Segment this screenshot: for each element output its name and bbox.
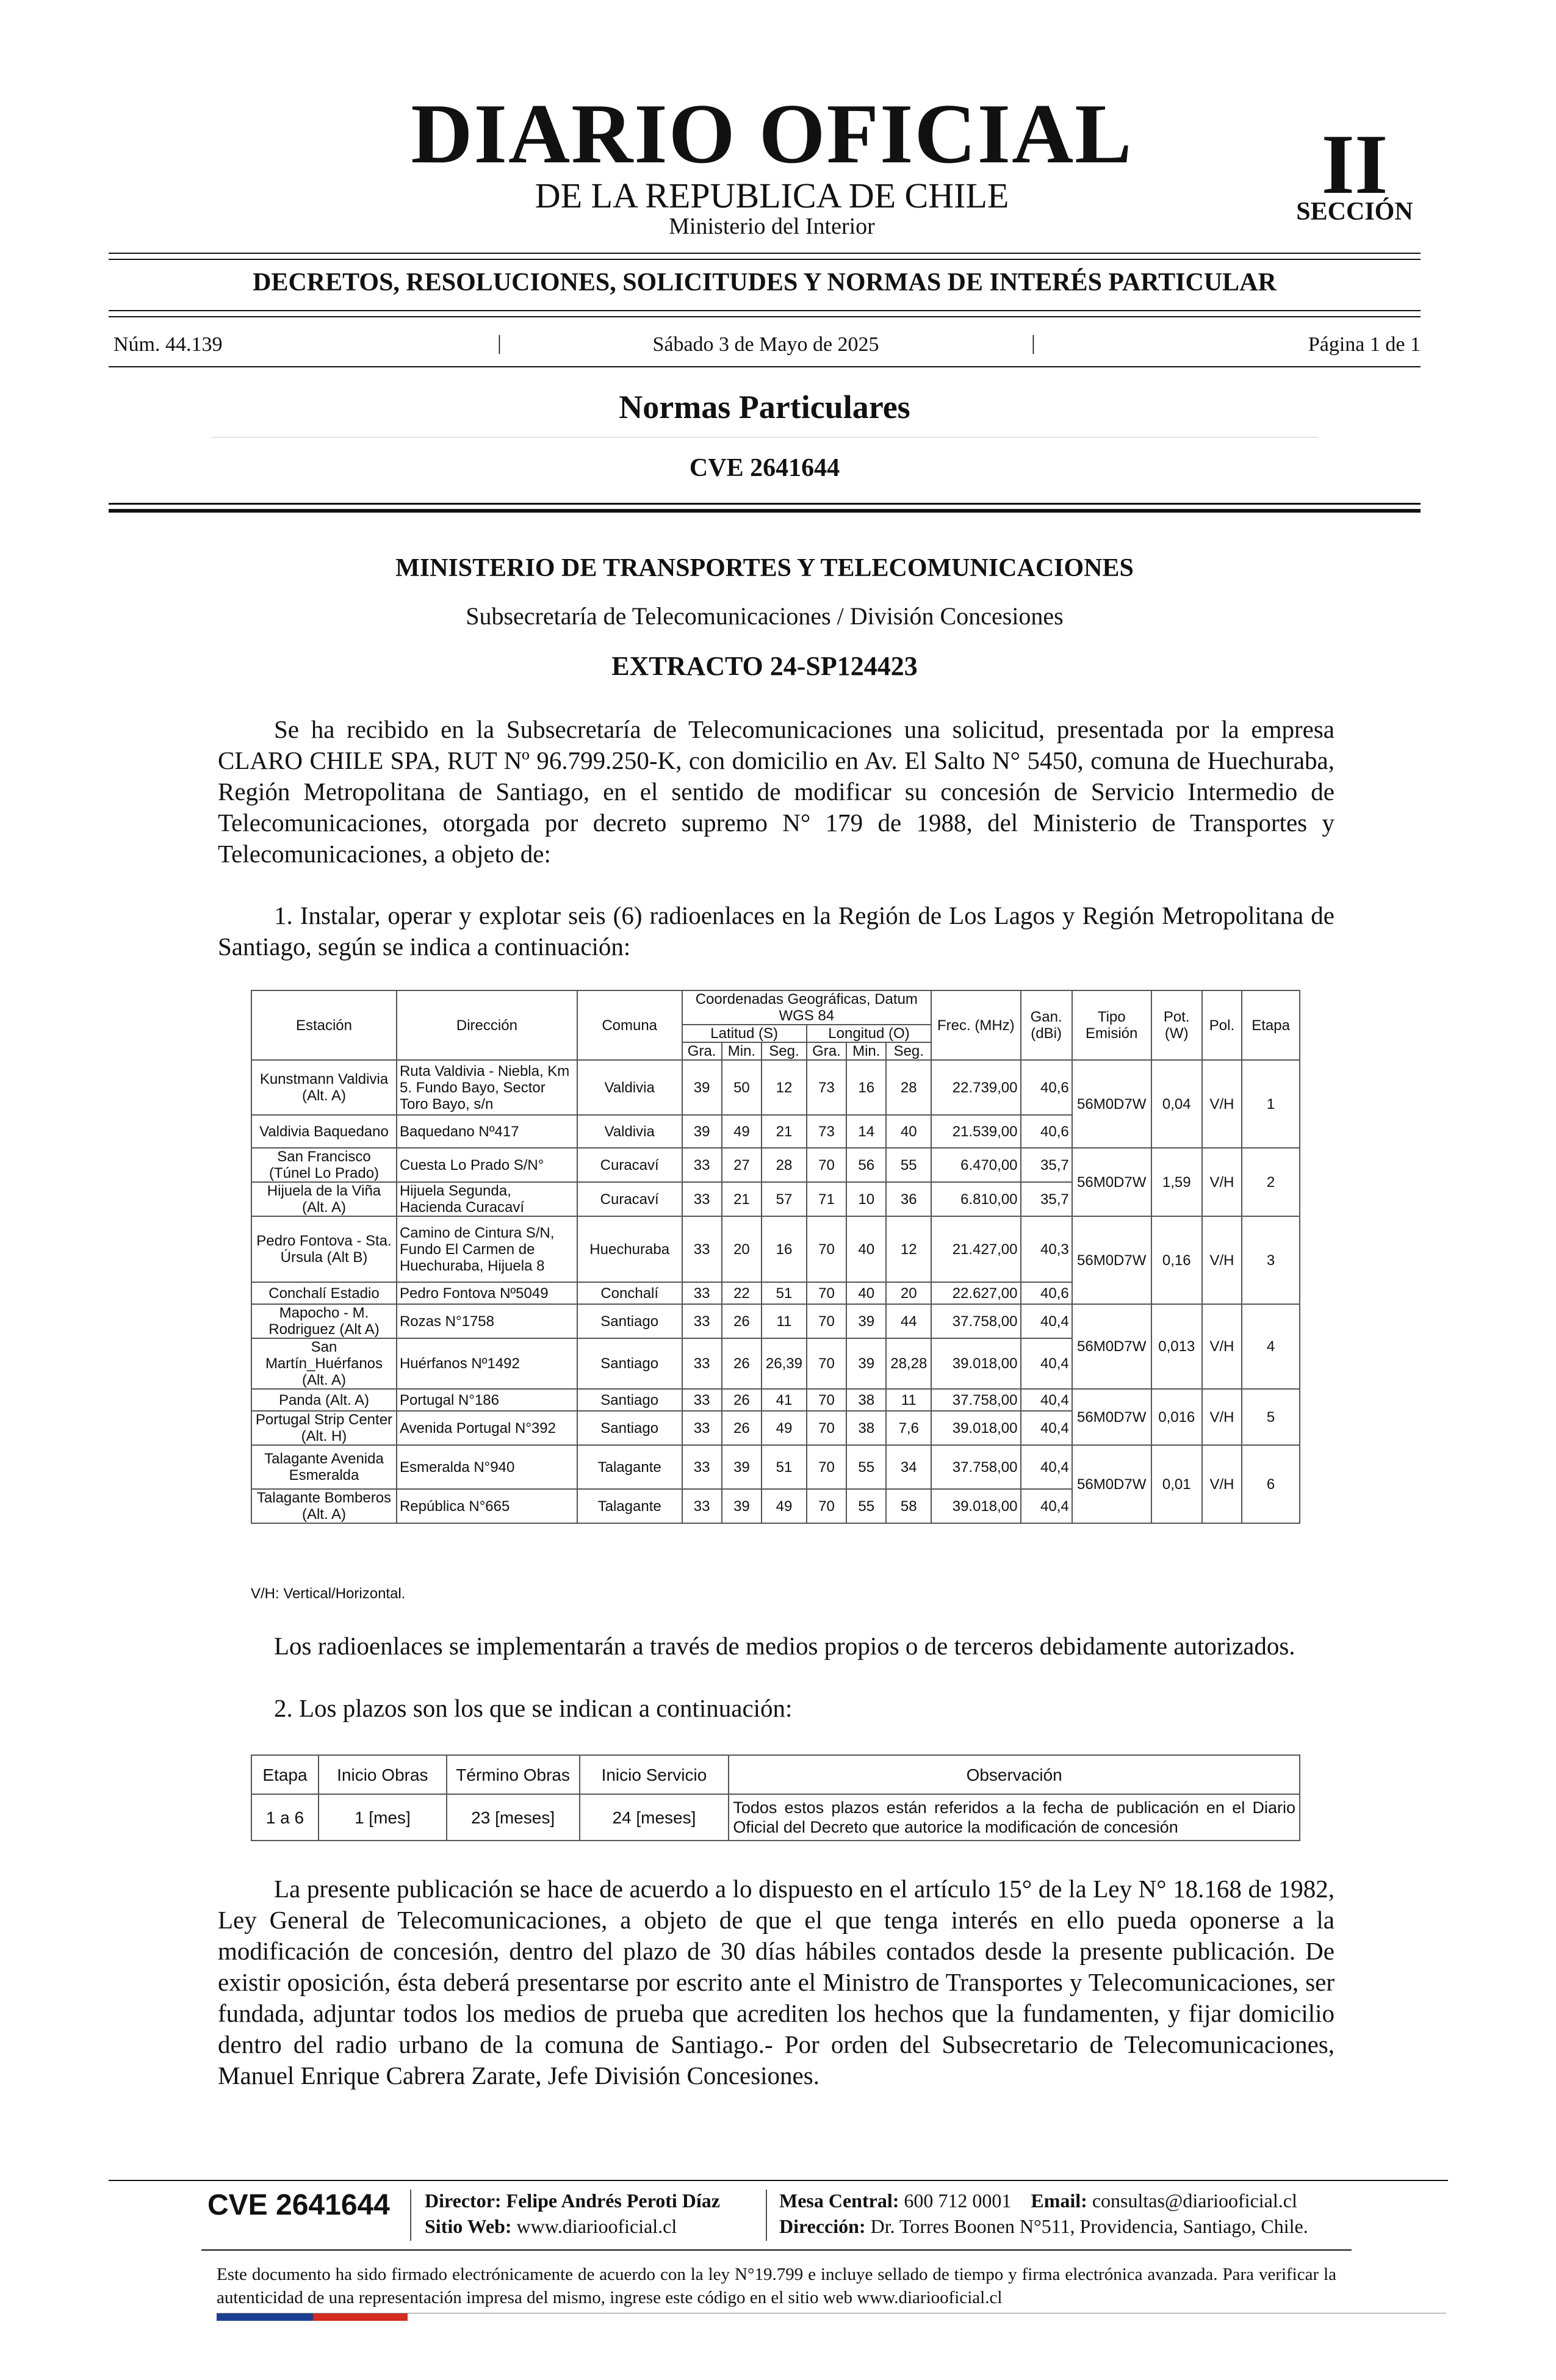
cell-lon-m: 56 (846, 1148, 886, 1182)
cell-comuna: Curacaví (577, 1148, 682, 1182)
cell-lon-s: 28 (886, 1060, 931, 1115)
cell-lon-g: 70 (807, 1411, 846, 1445)
cell-lon-s: 20 (886, 1282, 931, 1304)
cell-lon-s: 34 (886, 1445, 931, 1489)
cell-direccion: Camino de Cintura S/N, Fundo El Carmen de Huechuraba, Hijuela 8 (397, 1216, 577, 1282)
cell-lon-m: 39 (846, 1304, 886, 1338)
cell-lon-m: 38 (846, 1389, 886, 1411)
cell-lon-m: 55 (846, 1445, 886, 1489)
cell-lon-m: 39 (846, 1338, 886, 1389)
masthead-subtitle: DE LA REPUBLICA DE CHILE (535, 176, 1009, 215)
cell-frec: 22.627,00 (931, 1282, 1020, 1304)
cell-pol: V/H (1202, 1445, 1242, 1523)
cell-lat-g: 33 (682, 1182, 722, 1216)
cell-tipo: 56M0D7W (1072, 1216, 1151, 1304)
cell-pot: 0,016 (1151, 1389, 1202, 1445)
cell-direccion: Esmeralda N°940 (397, 1445, 577, 1489)
issue-number: Núm. 44.139 (113, 333, 223, 356)
cell-lat-g: 33 (682, 1304, 722, 1338)
cell-gan: 40,4 (1021, 1411, 1072, 1445)
cell-frec: 39.018,00 (931, 1411, 1020, 1445)
table-row (251, 1445, 1300, 1489)
cell-gan: 40,6 (1021, 1115, 1072, 1148)
cell-gan: 40,4 (1021, 1304, 1072, 1338)
cell-lat-g: 33 (682, 1338, 722, 1389)
cell-direccion: Huérfanos Nº1492 (397, 1338, 577, 1389)
cell-gan: 35,7 (1021, 1182, 1072, 1216)
masthead-rule-top-2 (109, 259, 1421, 260)
header-termino-obras: Término Obras (447, 1755, 580, 1794)
cell-frec: 22.739,00 (931, 1060, 1020, 1115)
cell-frec: 37.758,00 (931, 1389, 1020, 1411)
cell-lat-g: 33 (682, 1216, 722, 1282)
header-potencia: Pot. (W) (1151, 990, 1202, 1060)
header-lon-min: Min. (846, 1042, 886, 1060)
cell-lon-s: 55 (886, 1148, 931, 1182)
cell-pot: 0,04 (1151, 1060, 1202, 1148)
cell-etapa: 5 (1242, 1389, 1300, 1445)
header-ganancia: Gan. (dBi) (1021, 990, 1072, 1060)
cell-tipo: 56M0D7W (1072, 1060, 1151, 1148)
cell-lat-g: 39 (682, 1060, 722, 1115)
cell-etapa: 3 (1242, 1216, 1300, 1304)
cell-direccion: Rozas N°1758 (397, 1304, 577, 1338)
legal-note: Este documento ha sido firmado electrónicamente de acuerdo con la ley N°19.799 e incluye sellado de tiempo y firma electrónica avanzada. Para verificar la autenticidad de una representación impresa del mismo, ingrese este código en el sitio web www.diariooficial.cl (217, 2265, 1336, 2307)
cell-lon-m: 10 (846, 1182, 886, 1216)
cell-lat-g: 33 (682, 1282, 722, 1304)
cell-lon-s: 36 (886, 1182, 931, 1216)
closing-text: La presente publicación se hace de acuerdo a lo dispuesto en el artículo 15° de la Ley N° 18.168 de 1982, Ley General de Telecomunicaciones, a objeto de que el que tenga interés en ello pueda oponerse a la modificación de concesión, dentro del plazo de 30 días hábiles contados desde la presente publicación. De existir oposición, ésta deberá presentarse por escrito ante el Ministro de Transportes y Telecomunicaciones, ser fundada, adjuntar todos los medios de prueba que acrediten los hechos que la fundamenten, y fijar domicilio dentro del radio urbano de la comuna de Santiago.- Por orden del Subsecretario de Telecomunicaciones, Manuel Enrique Cabrera Zarate, Jefe División Concesiones. (218, 1875, 1334, 2090)
cell-estacion: Valdivia Baquedano (251, 1115, 397, 1148)
section-title: Normas Particulares (619, 389, 910, 425)
cell-lat-m: 49 (722, 1115, 762, 1148)
cell-etapa: 4 (1242, 1304, 1300, 1389)
cell-comuna: Talagante (577, 1445, 682, 1489)
cell-lat-m: 21 (722, 1182, 762, 1216)
cell-pol: V/H (1202, 1060, 1242, 1148)
cell-estacion: Portugal Strip Center (Alt. H) (251, 1411, 397, 1445)
cell-direccion: Baquedano Nº417 (397, 1115, 577, 1148)
flag-stripe-blue (217, 2313, 313, 2321)
flag-stripe-red (313, 2313, 408, 2321)
means-paragraph (218, 1631, 1334, 1662)
cell-gan: 40,4 (1021, 1338, 1072, 1389)
cell-lat-s: 28 (762, 1148, 807, 1182)
cell-frec: 6.470,00 (931, 1148, 1020, 1182)
cell-lon-g: 70 (807, 1216, 846, 1282)
intro-paragraph (218, 714, 1334, 870)
table-row (251, 1060, 1300, 1115)
cell-lon-s: 7,6 (886, 1411, 931, 1445)
footer-rule-inner (201, 2249, 1352, 2251)
title-divider (211, 437, 1318, 438)
cell-lat-m: 26 (722, 1304, 762, 1338)
cell-estacion: Hijuela de la Viña (Alt. A) (251, 1182, 397, 1216)
cell-inicio-obras: 1 [mes] (319, 1794, 447, 1841)
cell-etapa: 1 (1242, 1060, 1300, 1148)
radio-links-table (251, 990, 1300, 1524)
cell-lat-s: 51 (762, 1282, 807, 1304)
footer-divider (766, 2190, 767, 2241)
cell-tipo: 56M0D7W (1072, 1148, 1151, 1216)
section-label: SECCIÓN (1296, 198, 1413, 226)
cell-gan: 40,4 (1021, 1489, 1072, 1523)
cell-lon-g: 70 (807, 1445, 846, 1489)
cell-direccion: Cuesta Lo Prado S/N° (397, 1148, 577, 1182)
cell-lon-m: 38 (846, 1411, 886, 1445)
cell-frec: 6.810,00 (931, 1182, 1020, 1216)
cell-gan: 40,6 (1021, 1060, 1072, 1115)
cell-lat-s: 21 (762, 1115, 807, 1148)
item1-paragraph (218, 900, 1334, 962)
cell-comuna: Santiago (577, 1338, 682, 1389)
footer-cve-code: CVE 2641644 (207, 2189, 390, 2221)
cell-gan: 40,4 (1021, 1445, 1072, 1489)
cell-estacion: San Francisco (Túnel Lo Prado) (251, 1148, 397, 1182)
means-text: Los radioenlaces se implementarán a través de medios propios o de terceros debidamente autorizados. (274, 1632, 1295, 1660)
footer-rule (109, 2180, 1448, 2181)
table-row (251, 1148, 1300, 1182)
cell-pot: 0,013 (1151, 1304, 1202, 1389)
cell-lon-m: 40 (846, 1282, 886, 1304)
cell-frec: 37.758,00 (931, 1445, 1020, 1489)
cell-estacion: Talagante Bomberos (Alt. A) (251, 1489, 397, 1523)
cell-lat-s: 26,39 (762, 1338, 807, 1389)
masthead-ministry: Ministerio del Interior (669, 214, 875, 239)
cell-lon-g: 70 (807, 1282, 846, 1304)
table-row (251, 1304, 1300, 1338)
address-text: Dr. Torres Boonen N°511, Providencia, Santiago, Chile. (870, 2215, 1308, 2237)
closing-paragraph (218, 1873, 1334, 2091)
cell-lat-s: 49 (762, 1489, 807, 1523)
cell-lon-s: 11 (886, 1389, 931, 1411)
cell-lat-g: 39 (682, 1115, 722, 1148)
meta-rule (109, 366, 1421, 367)
cell-lon-g: 70 (807, 1304, 846, 1338)
cell-lat-g: 33 (682, 1411, 722, 1445)
cell-lon-g: 73 (807, 1060, 846, 1115)
cell-pot: 0,16 (1151, 1216, 1202, 1304)
header-rule (109, 503, 1421, 505)
cell-direccion: Hijuela Segunda, Hacienda Curacaví (397, 1182, 577, 1216)
web-link[interactable]: www.diariooficial.cl (516, 2215, 677, 2237)
cell-termino-obras: 23 [meses] (447, 1794, 580, 1841)
cell-frec: 39.018,00 (931, 1489, 1020, 1523)
header-coordinates: Coordenadas Geográficas, Datum WGS 84 (682, 990, 932, 1025)
cell-direccion: Pedro Fontova Nº5049 (397, 1282, 577, 1304)
cell-comuna: Valdivia (577, 1115, 682, 1148)
cell-lon-s: 12 (886, 1216, 931, 1282)
cell-lat-s: 49 (762, 1411, 807, 1445)
header-etapa: Etapa (1242, 990, 1300, 1060)
cell-estacion: Talagante Avenida Esmeralda (251, 1445, 397, 1489)
cell-lat-m: 20 (722, 1216, 762, 1282)
cell-gan: 40,3 (1021, 1216, 1072, 1282)
footer-divider (410, 2190, 411, 2241)
cell-lon-m: 16 (846, 1060, 886, 1115)
cell-lon-m: 55 (846, 1489, 886, 1523)
issue-date: Sábado 3 de Mayo de 2025 (652, 333, 879, 356)
deadlines-table (251, 1754, 1300, 1841)
cell-lat-s: 11 (762, 1304, 807, 1338)
banner-rule-bottom-2 (109, 316, 1421, 317)
item2-paragraph (218, 1693, 1334, 1724)
cell-lat-s: 51 (762, 1445, 807, 1489)
email-label: Email: (1031, 2190, 1087, 2212)
header-inicio-servicio: Inicio Servicio (580, 1755, 729, 1794)
header-lon-gra: Gra. (807, 1042, 846, 1060)
email-link[interactable]: consultas@diariooficial.cl (1092, 2190, 1297, 2212)
cell-estacion: Pedro Fontova - Sta. Úrsula (Alt B) (251, 1216, 397, 1282)
cell-lon-g: 70 (807, 1148, 846, 1182)
cell-direccion: Portugal N°186 (397, 1389, 577, 1411)
cell-estacion: Kunstmann Valdivia (Alt. A) (251, 1060, 397, 1115)
header-lat-seg: Seg. (762, 1042, 807, 1060)
cell-lon-s: 40 (886, 1115, 931, 1148)
cell-lat-g: 33 (682, 1148, 722, 1182)
cell-frec: 37.758,00 (931, 1304, 1020, 1338)
cell-comuna: Valdivia (577, 1060, 682, 1115)
cell-lon-g: 70 (807, 1489, 846, 1523)
cell-pol: V/H (1202, 1389, 1242, 1445)
header-latitud: Latitud (S) (682, 1025, 807, 1042)
cell-lat-g: 33 (682, 1389, 722, 1411)
cell-lat-m: 26 (722, 1338, 762, 1389)
cell-lon-s: 44 (886, 1304, 931, 1338)
footer-director-block (425, 2188, 720, 2239)
cell-pol: V/H (1202, 1304, 1242, 1389)
header-frecuencia: Frec. (MHz) (931, 990, 1020, 1060)
cell-comuna: Huechuraba (577, 1216, 682, 1282)
header-tipo-emision: Tipo Emisión (1072, 990, 1151, 1060)
cell-pot: 1,59 (1151, 1148, 1202, 1216)
cell-comuna: Santiago (577, 1411, 682, 1445)
header-etapa: Etapa (251, 1755, 319, 1794)
cell-tipo: 56M0D7W (1072, 1389, 1151, 1445)
cell-lat-m: 22 (722, 1282, 762, 1304)
cell-lat-m: 50 (722, 1060, 762, 1115)
cell-etapa: 6 (1242, 1445, 1300, 1523)
ministry-heading: MINISTERIO DE TRANSPORTES Y TELECOMUNICACIONES (395, 554, 1134, 582)
header-lon-seg: Seg. (886, 1042, 931, 1060)
director-label: Director: (425, 2190, 502, 2212)
cell-estacion: Conchalí Estadio (251, 1282, 397, 1304)
director-name: Felipe Andrés Peroti Díaz (506, 2190, 720, 2212)
cell-direccion: Ruta Valdivia - Niebla, Km 5. Fundo Bayo, Sector Toro Bayo, s/n (397, 1060, 577, 1115)
cell-gan: 40,6 (1021, 1282, 1072, 1304)
cell-lat-m: 26 (722, 1389, 762, 1411)
cell-estacion: San Martín_Huérfanos (Alt. A) (251, 1338, 397, 1389)
cell-lat-m: 39 (722, 1489, 762, 1523)
cell-lon-s: 58 (886, 1489, 931, 1523)
header-observacion: Observación (729, 1755, 1300, 1794)
cell-direccion: República N°665 (397, 1489, 577, 1523)
cell-lat-s: 41 (762, 1389, 807, 1411)
table-row (251, 1794, 1300, 1841)
intro-text: Se ha recibido en la Subsecretaría de Telecomunicaciones una solicitud, presentada por la empresa CLARO CHILE SPA, RUT Nº 96.799.250-K, con domicilio en Av. El Salto N° 5450, comuna de Huechuraba, Región Metropolitana de Santiago, en el sentido de modificar su concesión de Servicio Intermedio de Telecomunicaciones, otorgada por decreto supremo N° 179 de 1988, del Ministerio de Transportes y Telecomunicaciones, a objeto de: (218, 715, 1334, 868)
cve-code: CVE 2641644 (689, 454, 840, 482)
issue-separator: | (1031, 332, 1036, 355)
cell-lat-m: 39 (722, 1445, 762, 1489)
cell-lat-g: 33 (682, 1489, 722, 1523)
issue-separator: | (497, 332, 502, 355)
cell-pot: 0,01 (1151, 1445, 1202, 1523)
publication-banner: DECRETOS, RESOLUCIONES, SOLICITUDES Y NORMAS DE INTERÉS PARTICULAR (253, 269, 1277, 297)
cell-comuna: Conchalí (577, 1282, 682, 1304)
cell-frec: 21.427,00 (931, 1216, 1020, 1282)
cell-lon-s: 28,28 (886, 1338, 931, 1389)
extract-title: EXTRACTO 24-SP124423 (611, 651, 918, 681)
phone-label: Mesa Central: (779, 2190, 899, 2212)
cell-pol: V/H (1202, 1148, 1242, 1216)
masthead-title: DIARIO OFICIAL (411, 87, 1133, 181)
cell-comuna: Talagante (577, 1489, 682, 1523)
item2-text: 2. Los plazos son los que se indican a continuación: (274, 1694, 793, 1722)
header-inicio-obras: Inicio Obras (319, 1755, 447, 1794)
cell-lat-m: 26 (722, 1411, 762, 1445)
cell-estacion: Mapocho - M. Rodriguez (Alt A) (251, 1304, 397, 1338)
phone-number: 600 712 0001 (904, 2190, 1012, 2212)
header-lat-gra: Gra. (682, 1042, 722, 1060)
cell-frec: 21.539,00 (931, 1115, 1020, 1148)
cell-lon-g: 71 (807, 1182, 846, 1216)
issue-page: Página 1 de 1 (1308, 333, 1421, 356)
cell-lat-g: 33 (682, 1445, 722, 1489)
table-row (251, 1389, 1300, 1411)
cell-estacion: Panda (Alt. A) (251, 1389, 397, 1411)
cell-tipo: 56M0D7W (1072, 1445, 1151, 1523)
header-lat-min: Min. (722, 1042, 762, 1060)
cell-frec: 39.018,00 (931, 1338, 1020, 1389)
cell-inicio-servicio: 24 [meses] (580, 1794, 729, 1841)
footer-contact-block (779, 2188, 1308, 2239)
cell-lon-g: 70 (807, 1389, 846, 1411)
header-comuna: Comuna (577, 990, 682, 1060)
cell-lat-m: 27 (722, 1148, 762, 1182)
cell-lon-m: 40 (846, 1216, 886, 1282)
cell-gan: 40,4 (1021, 1389, 1072, 1411)
cell-etapa: 2 (1242, 1148, 1300, 1216)
cell-comuna: Curacaví (577, 1182, 682, 1216)
web-label: Sitio Web: (425, 2215, 512, 2237)
address-label: Dirección: (779, 2215, 866, 2237)
polarization-note: V/H: Vertical/Horizontal. (251, 1585, 406, 1602)
cell-direccion: Avenida Portugal N°392 (397, 1411, 577, 1445)
header-longitud: Longitud (O) (807, 1025, 931, 1042)
cell-lon-g: 73 (807, 1115, 846, 1148)
header-rule-thick (109, 509, 1421, 513)
cell-lat-s: 57 (762, 1182, 807, 1216)
header-estacion: Estación (251, 990, 397, 1060)
cell-gan: 35,7 (1021, 1148, 1072, 1182)
subsecretaria-heading: Subsecretaría de Telecomunicaciones / División Concesiones (466, 602, 1064, 630)
cell-etapa: 1 a 6 (251, 1794, 319, 1841)
header-direccion: Dirección (397, 990, 577, 1060)
cell-lon-m: 14 (846, 1115, 886, 1148)
cell-lat-s: 12 (762, 1060, 807, 1115)
table-row (251, 1216, 1300, 1282)
cell-comuna: Santiago (577, 1389, 682, 1411)
cell-tipo: 56M0D7W (1072, 1304, 1151, 1389)
item1-text: 1. Instalar, operar y explotar seis (6) radioenlaces en la Región de Los Lagos y Región Metropolitana de Santiago, según se indica a continuación: (218, 901, 1334, 961)
cell-observacion: Todos estos plazos están referidos a la fecha de publicación en el Diario Oficial del Decreto que autorice la modificación de concesión (729, 1794, 1300, 1841)
cell-lon-g: 70 (807, 1338, 846, 1389)
masthead-rule-top (109, 253, 1421, 254)
header-polarizacion: Pol. (1202, 990, 1242, 1060)
cell-lat-s: 16 (762, 1216, 807, 1282)
cell-comuna: Santiago (577, 1304, 682, 1338)
banner-rule-bottom (109, 310, 1421, 311)
section-number: II (1321, 117, 1388, 212)
cell-pol: V/H (1202, 1216, 1242, 1304)
